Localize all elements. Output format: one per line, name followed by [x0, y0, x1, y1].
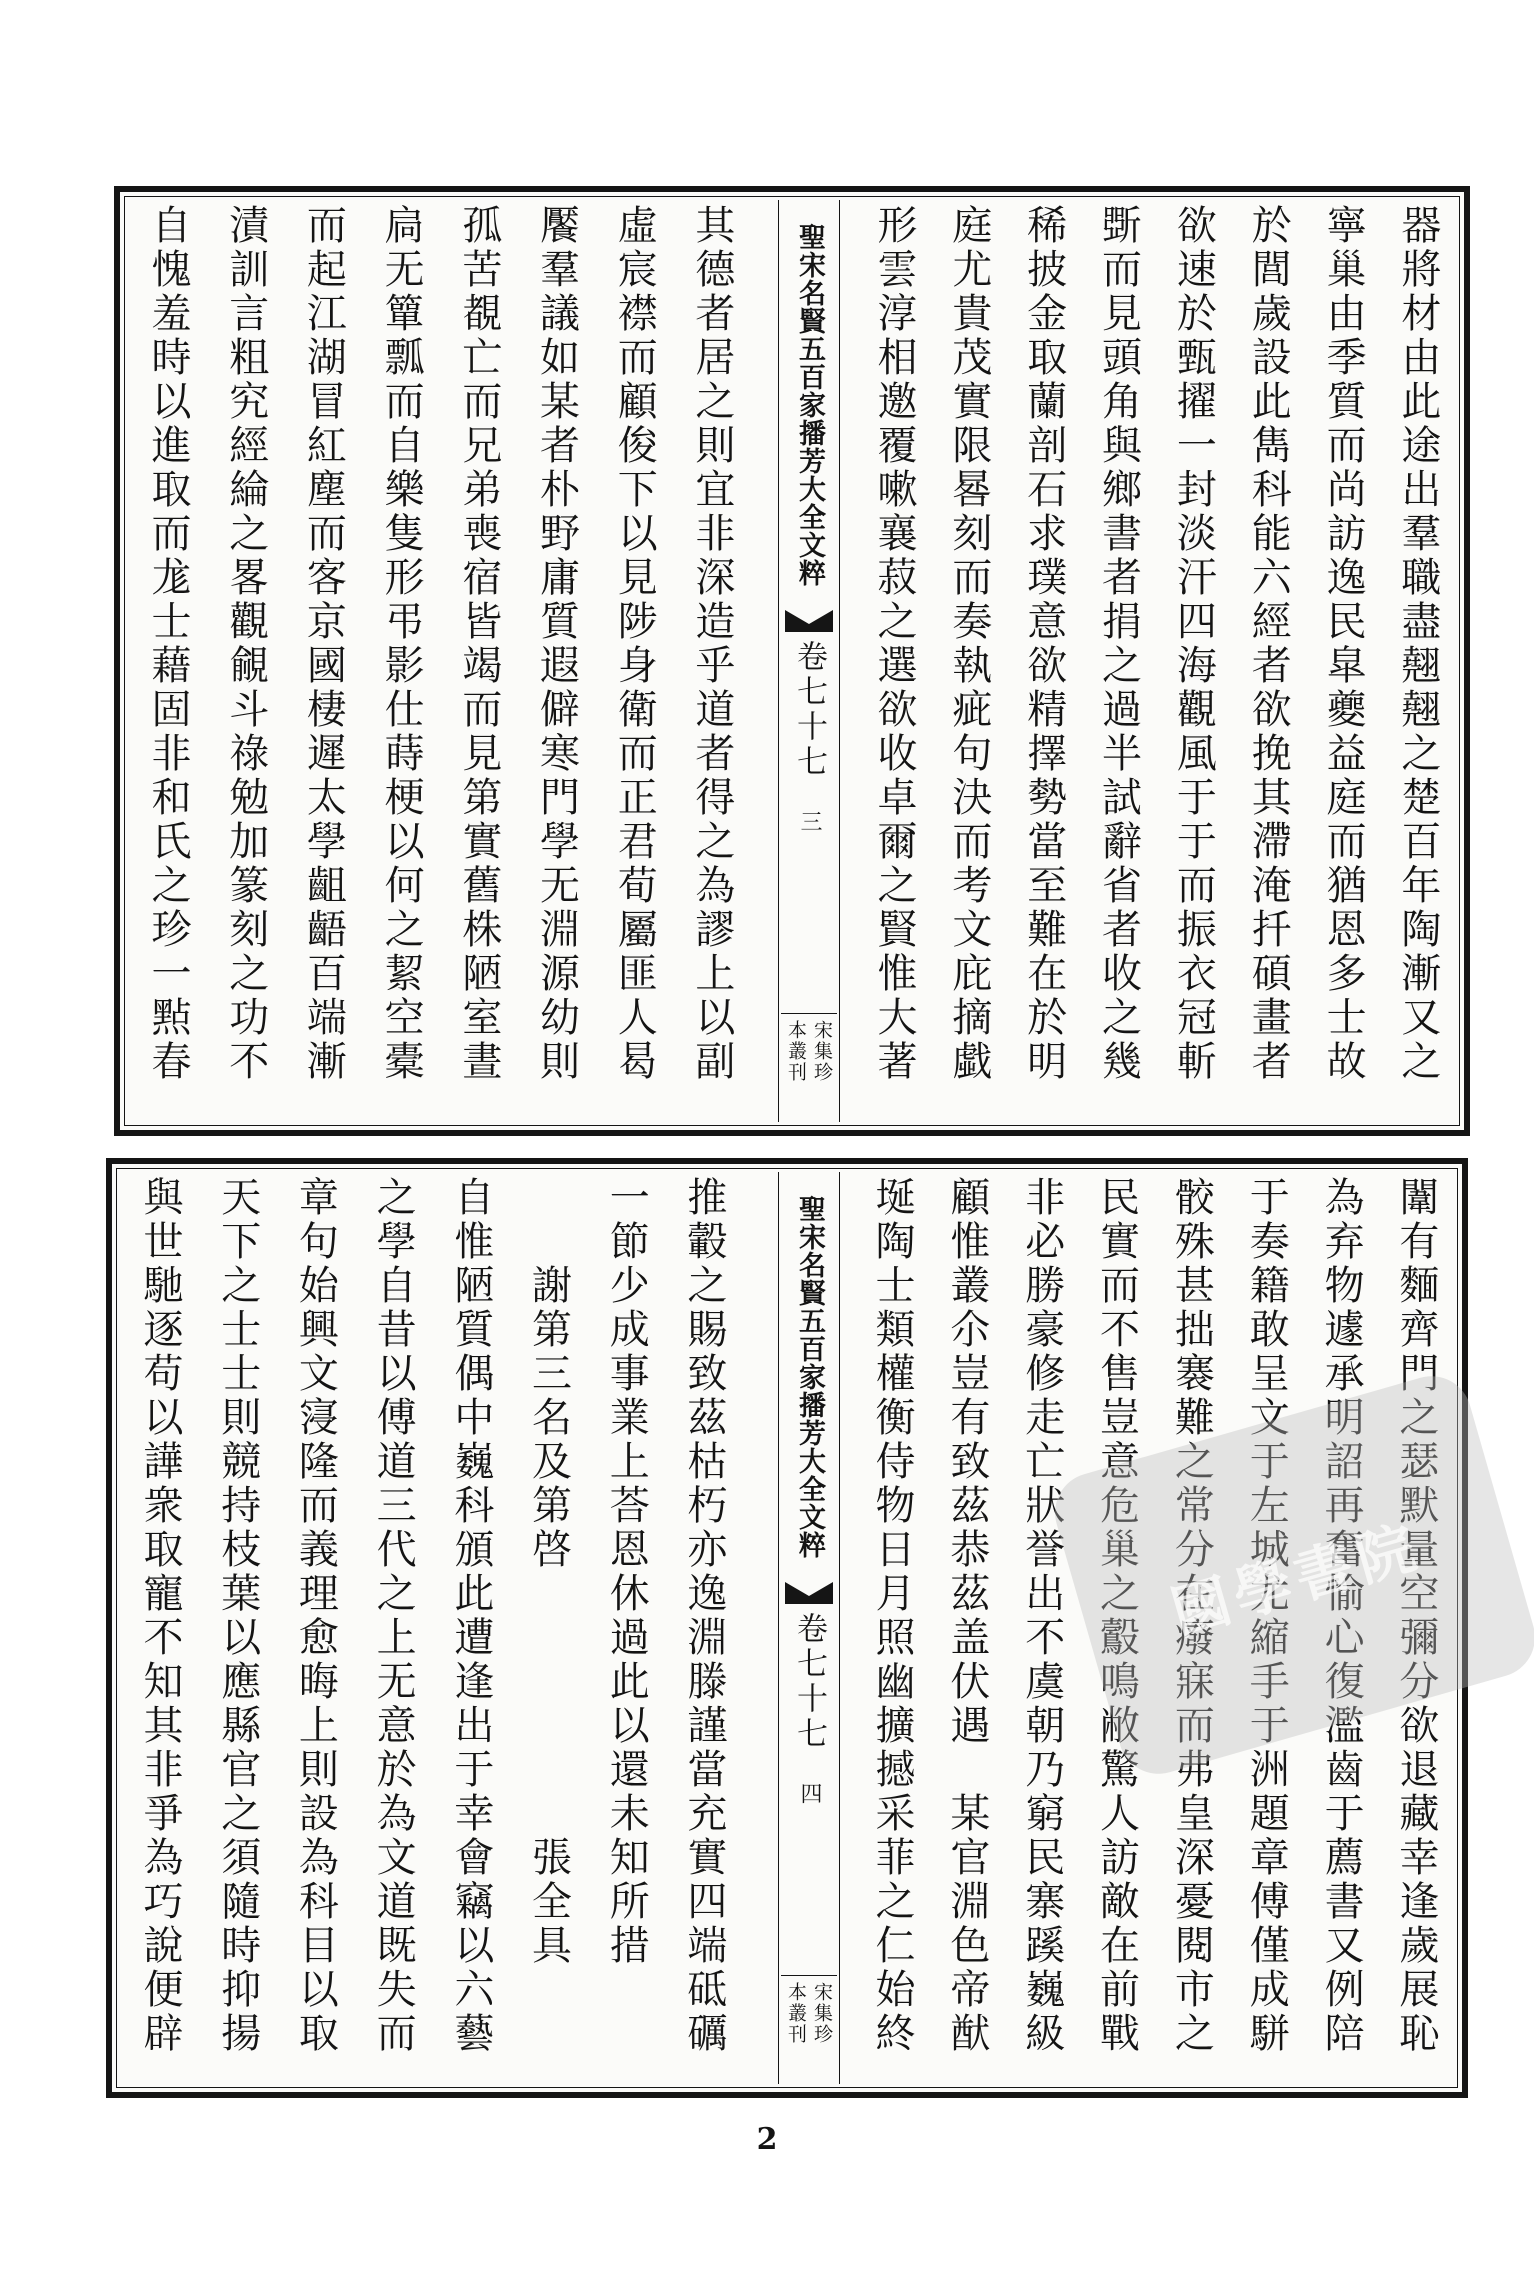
volume-label: 卷七十七: [791, 640, 827, 780]
text-column: 一節少成事業上荅恩休過此以還未知所措: [603, 1176, 650, 1968]
text-column: 寧巢由季質而尚訪逸民皐夔益庭而猶恩多士故: [1320, 204, 1367, 1084]
page-number: 2: [756, 2122, 778, 2157]
text-column: 自惟陋質偶中巍科頒此遭逢出于幸會竊以六藝: [447, 1176, 494, 2056]
text-column: 闈有麵齊門之瑟默量空彌分欲退藏幸逢歲展恥: [1392, 1176, 1439, 2056]
text-column: 而起江湖冒紅塵而客京國棲遲太學齟齬百端漸: [300, 204, 347, 1084]
text-column: 謝第三名及第啓 張全具: [525, 1176, 572, 1968]
series-label: [781, 1013, 837, 1120]
top-left-text-panel: [140, 204, 740, 1118]
series-line: 本叢刊: [785, 1982, 807, 2045]
top-center-strip: [778, 200, 840, 1122]
bottom-center-strip: [778, 1172, 840, 2084]
text-column: 形雲淳相邀覆嗽襄菽之選欲收卓爾之賢惟大著: [871, 204, 917, 1084]
text-column: 自愧羞時以進取而尨士藉固非和氏之珍一㸃春: [145, 204, 191, 1084]
watermark-stamp: 國學書院: [1046, 1367, 1534, 1784]
text-column: 與世馳逐苟以譁衆取寵不知其非爭為巧說便辟: [137, 1176, 183, 2056]
text-column: 之學自昔以傅道三代之上无意於為文道既失而: [370, 1176, 417, 2056]
book-title: 聖宋名賢五百家播芳大全文粹: [794, 223, 825, 587]
text-column: 骹殊甚拙褰難之常分在癈寐而弗皇深憂閱市之: [1168, 1176, 1215, 2056]
text-column: 天下之士士則競持枝葉以應縣官之須隨時抑揚: [214, 1176, 261, 2056]
text-column: 推轂之賜致茲枯朽亦逸淵滕謹當充實四端砥礪: [680, 1176, 727, 2056]
fish-tail-upper-icon: [785, 610, 833, 632]
volume-label: 卷七十七: [791, 1612, 827, 1752]
text-column: 斲而見頭角與鄉書者捐之過半試辭省者收之幾: [1095, 204, 1142, 1084]
leaf-number: 四: [797, 1782, 822, 1804]
text-column: 其德者居之則宜非深造乎道者得之為謬上以副: [688, 204, 735, 1084]
text-column: 為弃物遽承明詔再奮愉心復濫齒于薦書又例陪: [1318, 1176, 1365, 2056]
text-column: 民實而不售豈意危巢之鷇鳴敝驚人訪敵在前戰: [1093, 1176, 1140, 2056]
text-column: 庭尤貴茂實限晷刻而奏執疵句決而考文庇摘戱: [945, 204, 992, 1084]
text-column: 漬訓言粗究經綸之畧觀覦斗祿勉加篆刻之功不: [222, 204, 269, 1084]
text-column: 欲速於甄擢一封淡汗四海觀風于于而振衣冠斬: [1170, 204, 1217, 1084]
page-top: [114, 186, 1470, 1136]
series-line: 本叢刊: [785, 1020, 807, 1083]
text-column: 扃无簞瓢而自樂隻形弔影仕蒔梗以何之絜空橐: [378, 204, 425, 1084]
series-line: 宋集珍: [811, 1982, 833, 2045]
fish-tail-upper-icon: [785, 1582, 833, 1604]
book-title: 聖宋名賢五百家播芳大全文粹: [794, 1195, 825, 1559]
text-column: 稀披金取蘭剖石求璞意欲精擇勢當至難在於明: [1020, 204, 1067, 1084]
text-column: 虛宸襟而顧俊下以見陟身衛而正君荀屬匪人曷: [611, 204, 658, 1084]
text-column: 章句始興文寖隆而義理愈晦上則設為科目以取: [292, 1176, 339, 2056]
text-column: 於閭歲設此雋科能六經者欲挽其滯淹扦碩畫者: [1245, 204, 1292, 1084]
text-column: 于奏籍敢呈文于左城尤縮手于洲題章傅僅成駢: [1243, 1176, 1290, 2056]
series-label: [781, 1975, 837, 2082]
text-column: 顧惟叢尒豈有致茲恭茲盖伏遇 某官淵色帝猷: [943, 1176, 990, 2056]
text-column: 孤苦覩亡而兄弟喪宿皆竭而見第實舊株陋室晝: [455, 204, 502, 1084]
text-column: 器將材由此途出羣職盡翹翹之楚百年陶漸又之: [1394, 204, 1441, 1084]
top-right-text-panel: [866, 204, 1446, 1118]
series-line: 宋集珍: [811, 1020, 833, 1083]
leaf-number: 三: [797, 810, 822, 832]
text-column: 饜羣議如某者朴野庸質遐僻寒門學无淵源幼則: [533, 204, 580, 1084]
bottom-left-text-panel: [132, 1176, 732, 2080]
text-column: 非必勝豪修走亡狀誉出不虞朝乃窮民寨蹊巍級: [1018, 1176, 1065, 2056]
text-column: 埏陶士類權衡侍物日月照幽擴撼采菲之仁始終: [869, 1176, 915, 2056]
